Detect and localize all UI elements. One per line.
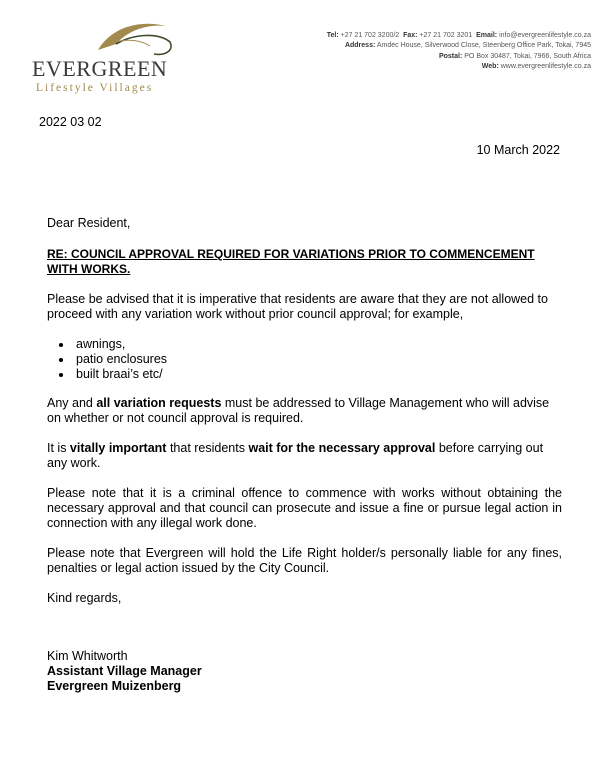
letter-date: 10 March 2022 <box>476 143 560 157</box>
street-address: Amdec House, Silverwood Close, Steenberg Office Park, Tokai, 7945 <box>376 42 591 50</box>
signatory-title: Assistant Village Manager <box>47 664 202 678</box>
criminal-offence-paragraph: Please note that it is a criminal offence to commence with works without obtaining the necessary approval and that council can prosecute and issue a fine or pursue legal action in connection with any illegal work done. <box>47 486 562 530</box>
list-item: • patio enclosures <box>73 352 562 367</box>
letter-body <box>47 216 562 694</box>
fax-number: +27 21 702 3201 <box>419 32 473 39</box>
reference-number: 2022 03 02 <box>39 115 102 129</box>
closing: Kind regards, <box>47 591 122 605</box>
signatory-name: Kim Whitworth <box>47 649 128 663</box>
emphasis: all variation requests <box>96 396 222 410</box>
contact-postal-line: Postal: PO Box 30487, Tokai, 7966, South Africa <box>438 52 591 60</box>
logo-wordmark: EVERGREEN <box>32 56 168 81</box>
emphasis: vitally important <box>69 441 167 455</box>
contact-address-line: Address: Amdec House, Silverwood Close, Steenberg Office Park, Tokai, 7945 <box>344 42 591 50</box>
email-address: info@evergreenlifestyle.co.za <box>499 32 591 39</box>
approval-paragraph: It is vitally important that residents wait for the necessary approval before carrying out any work. <box>47 441 544 470</box>
intro-paragraph: Please be advised that it is imperative that residents are aware that they are not allowed to proceed with any variation work without prior council approval; for example, <box>47 292 548 321</box>
leaf-logo-icon <box>88 20 178 60</box>
contact-web-line: Web: www.evergreenlifestyle.co.za <box>481 62 591 70</box>
contact-phone-line: Tel: +27 21 702 3200/2 Fax: +27 21 702 3201 Email: info@evergreenlifestyle.co.za <box>326 32 591 39</box>
phone-number: +27 21 702 3200/2 <box>340 32 400 39</box>
examples-list <box>47 337 562 382</box>
list-item: • awnings, <box>73 337 562 352</box>
greeting: Dear Resident, <box>47 216 131 230</box>
liability-paragraph: Please note that Evergreen will hold the Life Right holder/s personally liable for any fines, penalties or legal action issued by the City Council. <box>47 546 562 575</box>
postal-address: PO Box 30487, Tokai, 7966, South Africa <box>464 52 591 60</box>
contact-block <box>291 31 591 72</box>
website: www.evergreenlifestyle.co.za <box>500 62 591 70</box>
signatory-organisation: Evergreen Muizenberg <box>47 679 182 693</box>
emphasis: wait for the necessary approval <box>248 441 436 455</box>
logo-tagline: Lifestyle Villages <box>36 82 154 94</box>
company-logo <box>28 20 178 100</box>
subject-line: RE: COUNCIL APPROVAL REQUIRED FOR VARIATIONS PRIOR TO COMMENCEMENT WITH WORKS. <box>47 247 535 276</box>
list-item: • built braai’s etc/ <box>73 367 562 382</box>
variation-requests-paragraph: Any and all variation requests must be addressed to Village Management who will advise on whether or not council approval is required. <box>47 396 550 425</box>
